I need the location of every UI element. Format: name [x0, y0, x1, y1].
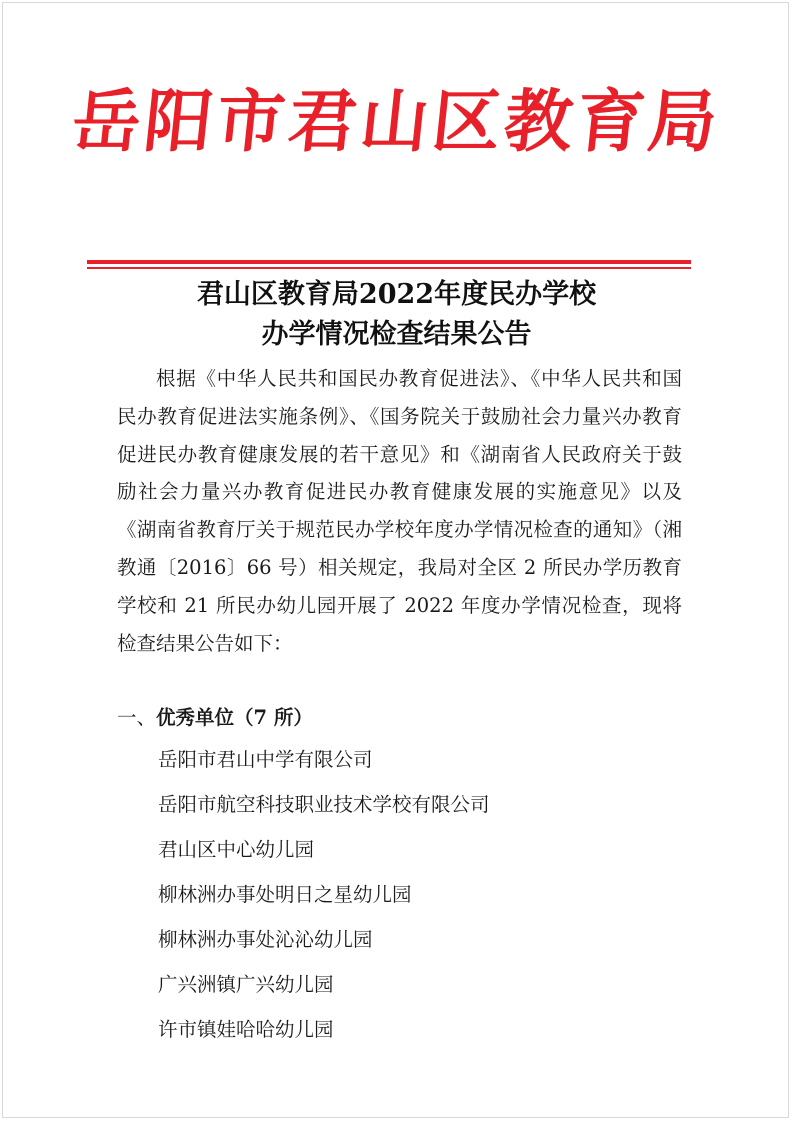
- list-item: 许市镇娃哈哈幼儿园: [158, 1018, 334, 1041]
- list-item: 岳阳市君山中学有限公司: [158, 748, 373, 771]
- list-item: 柳林洲办事处沁沁幼儿园: [158, 928, 373, 951]
- section-prefix: 一、: [117, 706, 157, 729]
- body-paragraph: 根据《中华人民共和国民办教育促进法》、《中华人民共和国民办教育促进法实施条例》、《国务院关于鼓励社会力量兴办教育促进民办教育健康发展的若干意见》和《湖南省人民政府关于鼓励社会力量兴办教育促进民办教育健康发展的实施意见》以及《湖南省教育厅关于规范民办学校年度办学情况检查的通知》（湘教通〔2016〕66 号）相关规定，我局对全区 2 所民办学历教育学校和 21 所民办幼儿园开展了 2022 年度办学情况检查，现将检查结果公告如下：: [117, 367, 682, 655]
- list-item: 广兴洲镇广兴幼儿园: [158, 973, 334, 996]
- document-title-line1: 君山区教育局2022年度民办学校: [196, 279, 597, 310]
- list-item: 岳阳市航空科技职业技术学校有限公司: [158, 793, 490, 816]
- list-item: 君山区中心幼儿园: [158, 838, 315, 861]
- section-heading-text: 优秀单位（7 所）: [156, 706, 313, 729]
- letterhead-divider-thick: [87, 260, 691, 264]
- letterhead-divider-thin: [87, 267, 691, 269]
- document-title-line2: 办学情况检查结果公告: [261, 319, 532, 350]
- letterhead-org-name: 岳阳市君山区教育局: [68, 82, 725, 162]
- section-heading: [117, 700, 313, 736]
- excellent-unit-list: [158, 737, 490, 1052]
- list-item: 柳林洲办事处明日之星幼儿园: [158, 883, 412, 906]
